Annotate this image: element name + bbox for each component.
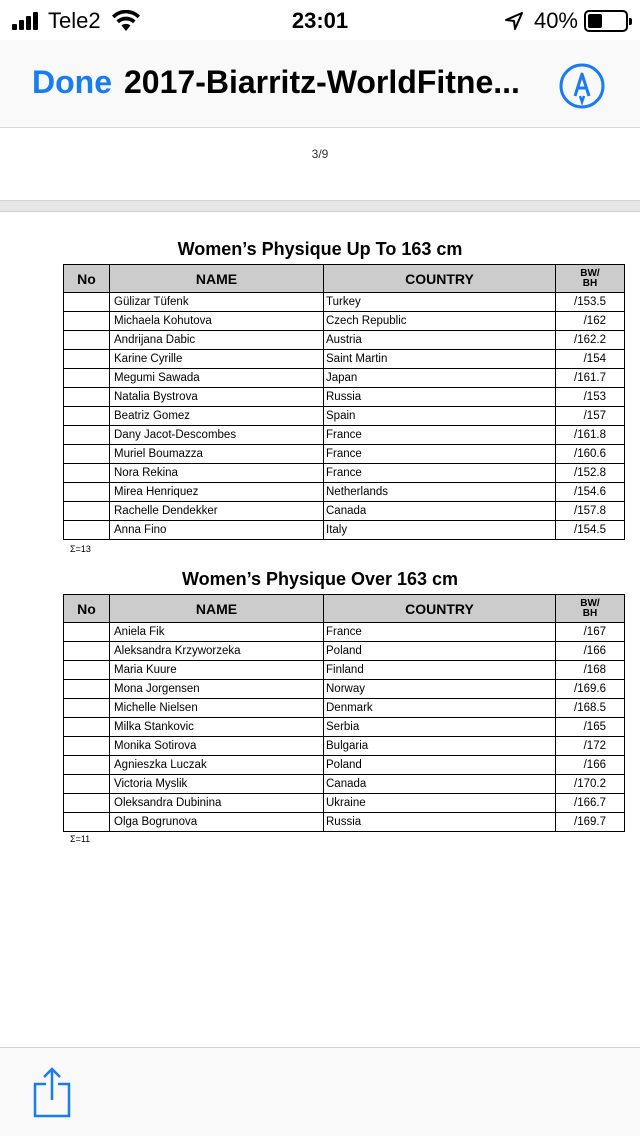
- cell-country: Italy: [324, 521, 556, 540]
- table-row: [64, 426, 625, 445]
- cell-bw-bh: /172: [556, 737, 625, 756]
- cell-country: France: [324, 464, 556, 483]
- table-row: [64, 331, 625, 350]
- column-header-bw: BW/: [580, 267, 600, 279]
- table-row: [64, 369, 625, 388]
- cell-country: France: [324, 426, 556, 445]
- table-row: [64, 293, 625, 312]
- cell-no: [64, 642, 110, 661]
- cell-name: Olga Bogrunova: [110, 813, 324, 832]
- cell-bw-bh: /152.8: [556, 464, 625, 483]
- cell-bw-bh: /169.7: [556, 813, 625, 832]
- table-row: [64, 407, 625, 426]
- table-header-row: [64, 265, 625, 293]
- cell-no: [64, 464, 110, 483]
- cell-no: [64, 623, 110, 642]
- table-row: [64, 661, 625, 680]
- cell-bw-bh: /157: [556, 407, 625, 426]
- cell-name: Oleksandra Dubinina: [110, 794, 324, 813]
- section-title: Women’s Physique Up To 163 cm: [177, 239, 463, 259]
- document-title: 2017-Biarritz-WorldFitne...: [124, 64, 520, 100]
- cell-name: Andrijana Dabic: [110, 331, 324, 350]
- table-row: [64, 642, 625, 661]
- cell-bw-bh: /153: [556, 388, 625, 407]
- table-row: [64, 483, 625, 502]
- cell-country: Ukraine: [324, 794, 556, 813]
- cell-no: [64, 502, 110, 521]
- table-header-row: [64, 595, 625, 623]
- table-row: [64, 312, 625, 331]
- cell-no: [64, 407, 110, 426]
- table-row: [64, 350, 625, 369]
- cell-name: Beatriz Gomez: [110, 407, 324, 426]
- cell-name: Gülizar Tüfenk: [110, 293, 324, 312]
- column-header-bw: BW/: [580, 597, 600, 609]
- cell-country: Czech Republic: [324, 312, 556, 331]
- cell-no: [64, 483, 110, 502]
- cell-name: Maria Kuure: [110, 661, 324, 680]
- athlete-count: Σ=11: [70, 834, 91, 844]
- cell-no: [64, 369, 110, 388]
- cell-bw-bh: /162.2: [556, 331, 625, 350]
- cell-name: Anna Fino: [110, 521, 324, 540]
- column-header-no: No: [64, 595, 110, 623]
- table-row: [64, 775, 625, 794]
- cell-no: [64, 331, 110, 350]
- cell-country: Russia: [324, 388, 556, 407]
- cell-country: Poland: [324, 642, 556, 661]
- table-row: [64, 623, 625, 642]
- cell-country: Canada: [324, 775, 556, 794]
- cell-name: Muriel Boumazza: [110, 445, 324, 464]
- cell-bw-bh: /154: [556, 350, 625, 369]
- table-row: [64, 699, 625, 718]
- cell-name: Milka Stankovic: [110, 718, 324, 737]
- cell-no: [64, 388, 110, 407]
- cell-name: Michelle Nielsen: [110, 699, 324, 718]
- cell-country: Austria: [324, 331, 556, 350]
- cell-name: Rachelle Dendekker: [110, 502, 324, 521]
- cell-bw-bh: /154.5: [556, 521, 625, 540]
- status-left: [12, 8, 141, 34]
- cell-no: [64, 350, 110, 369]
- table-row: [64, 756, 625, 775]
- cell-bw-bh: /153.5: [556, 293, 625, 312]
- cell-bw-bh: /161.8: [556, 426, 625, 445]
- table-row: [64, 794, 625, 813]
- results-table-under-163: [63, 264, 625, 540]
- column-header-bh: BH: [582, 607, 598, 619]
- column-header-name: NAME: [110, 595, 324, 623]
- cell-bw-bh: /161.7: [556, 369, 625, 388]
- cell-bw-bh: /166.7: [556, 794, 625, 813]
- cell-no: [64, 718, 110, 737]
- page-indicator: 3/9: [311, 147, 329, 161]
- cell-bw-bh: /165: [556, 718, 625, 737]
- cell-name: Monika Sotirova: [110, 737, 324, 756]
- cell-bw-bh: /169.6: [556, 680, 625, 699]
- cell-no: [64, 312, 110, 331]
- cell-country: Netherlands: [324, 483, 556, 502]
- cell-name: Karine Cyrille: [110, 350, 324, 369]
- column-header-no: No: [64, 265, 110, 293]
- cell-no: [64, 737, 110, 756]
- cell-no: [64, 794, 110, 813]
- status-right: [504, 8, 628, 34]
- column-header-bh: BH: [582, 277, 598, 289]
- table-body: [64, 293, 625, 540]
- cell-bw-bh: /166: [556, 642, 625, 661]
- cell-bw-bh: /154.6: [556, 483, 625, 502]
- cell-country: France: [324, 623, 556, 642]
- cell-bw-bh: /160.6: [556, 445, 625, 464]
- cell-name: Natalia Bystrova: [110, 388, 324, 407]
- cell-no: [64, 775, 110, 794]
- cell-name: Agnieszka Luczak: [110, 756, 324, 775]
- table-row: [64, 718, 625, 737]
- cell-no: [64, 699, 110, 718]
- table-row: [64, 464, 625, 483]
- cellular-signal-icon: [12, 12, 40, 30]
- cell-country: Serbia: [324, 718, 556, 737]
- share-icon[interactable]: [32, 1066, 72, 1118]
- cell-name: Dany Jacot-Descombes: [110, 426, 324, 445]
- cell-no: [64, 293, 110, 312]
- table-row: [64, 502, 625, 521]
- cell-no: [64, 661, 110, 680]
- cell-country: Bulgaria: [324, 737, 556, 756]
- cell-bw-bh: /170.2: [556, 775, 625, 794]
- cell-country: Poland: [324, 756, 556, 775]
- cell-no: [64, 813, 110, 832]
- cell-bw-bh: /168: [556, 661, 625, 680]
- table-row: [64, 813, 625, 832]
- cell-bw-bh: /168.5: [556, 699, 625, 718]
- cell-no: [64, 680, 110, 699]
- table-row: [64, 680, 625, 699]
- cell-country: Canada: [324, 502, 556, 521]
- section-title: Women’s Physique Over 163 cm: [181, 569, 459, 589]
- athlete-count: Σ=13: [70, 544, 91, 554]
- status-bar: [0, 0, 640, 40]
- cell-country: Finland: [324, 661, 556, 680]
- document-viewer[interactable]: [0, 129, 640, 1047]
- cell-country: Japan: [324, 369, 556, 388]
- battery-icon: [584, 10, 628, 32]
- column-header-bw-bh: [556, 265, 625, 293]
- results-table-over-163: [63, 594, 625, 832]
- carrier-name: Tele2: [48, 8, 101, 33]
- cell-no: [64, 756, 110, 775]
- markup-pen-icon[interactable]: [558, 62, 606, 110]
- cell-name: Megumi Sawada: [110, 369, 324, 388]
- cell-country: Denmark: [324, 699, 556, 718]
- cell-no: [64, 445, 110, 464]
- location-arrow-icon: [504, 11, 524, 31]
- column-header-country: COUNTRY: [324, 595, 556, 623]
- battery-fill: [588, 14, 602, 28]
- table-body: [64, 623, 625, 832]
- cell-name: Aniela Fik: [110, 623, 324, 642]
- cell-name: Victoria Myslik: [110, 775, 324, 794]
- column-header-country: COUNTRY: [324, 265, 556, 293]
- cell-country: Turkey: [324, 293, 556, 312]
- clock: 23:01: [291, 8, 349, 33]
- table-row: [64, 521, 625, 540]
- cell-no: [64, 521, 110, 540]
- table-row: [64, 388, 625, 407]
- done-button[interactable]: Done: [32, 64, 112, 100]
- column-header-name: NAME: [110, 265, 324, 293]
- cell-bw-bh: /167: [556, 623, 625, 642]
- table-row: [64, 737, 625, 756]
- wifi-icon: [111, 10, 141, 32]
- cell-name: Michaela Kohutova: [110, 312, 324, 331]
- battery-percent: 40%: [533, 8, 578, 33]
- cell-country: Saint Martin: [324, 350, 556, 369]
- cell-country: Norway: [324, 680, 556, 699]
- table-row: [64, 445, 625, 464]
- cell-no: [64, 426, 110, 445]
- cell-name: Aleksandra Krzyworzeka: [110, 642, 324, 661]
- page-separator: [0, 200, 640, 212]
- cell-bw-bh: /162: [556, 312, 625, 331]
- cell-name: Mona Jorgensen: [110, 680, 324, 699]
- cell-name: Mirea Henriquez: [110, 483, 324, 502]
- bottom-toolbar: [0, 1047, 640, 1136]
- cell-country: Russia: [324, 813, 556, 832]
- cell-country: Spain: [324, 407, 556, 426]
- navigation-bar: [0, 40, 640, 128]
- column-header-bw-bh: [556, 595, 625, 623]
- cell-bw-bh: /166: [556, 756, 625, 775]
- cell-name: Nora Rekina: [110, 464, 324, 483]
- cell-country: France: [324, 445, 556, 464]
- cell-bw-bh: /157.8: [556, 502, 625, 521]
